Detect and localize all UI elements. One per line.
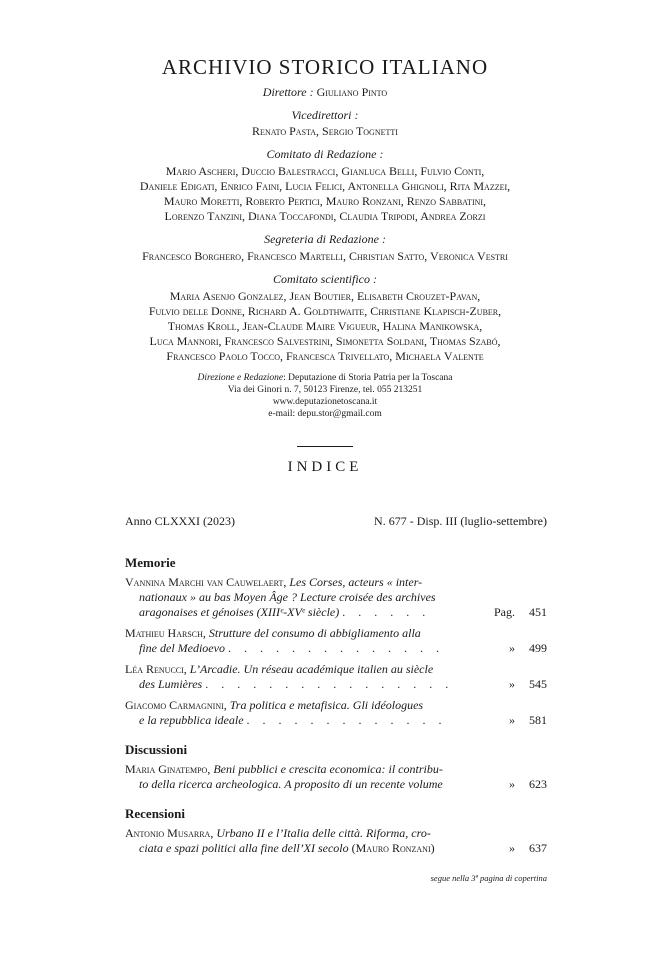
direttore-line: Direttore : Giuliano Pinto: [262, 85, 388, 99]
toc-entry: Giacomo Carmagnini, Tra politica e metafisica. Gli idéologues e la repubblica ideale . . . . . . . . . . . . . » 581: [125, 698, 547, 727]
entry-title-part: Tra politica e metafisica. Gli idéologues: [229, 698, 424, 712]
leader-dots: . . . . . . . . . . . . . .: [227, 641, 444, 655]
page-number: 623: [529, 777, 547, 791]
page-prefix: »: [509, 841, 515, 855]
section-title-memorie: Memorie: [125, 555, 176, 570]
issue-number: N. 677 - Disp. III (luglio-settembre): [374, 514, 547, 528]
entry-title-part: Urbano II e l’Italia delle città. Riforma, cro-: [216, 826, 431, 840]
comitato-scientifico-line: Thomas Kroll, Jean-Claude Maire Vigueur, Halina Manikowska,: [167, 319, 483, 333]
comitato-redazione-label-line: Comitato di Redazione :: [266, 147, 384, 161]
journal-title: ARCHIVIO STORICO ITALIANO: [161, 55, 489, 79]
entry-author: Léa Renucci: [125, 662, 184, 676]
comitato-redazione-line: Lorenzo Tanzini, Diana Toccafondi, Claudia Tripodi, Andrea Zorzi: [164, 209, 486, 223]
entry-title-part: e la repubblica ideale: [139, 713, 244, 727]
vicedirettori-label: Vicedirettori: [291, 108, 352, 122]
contact-email: e-mail: depu.stor@gmail.com: [268, 409, 382, 419]
page-prefix: »: [509, 677, 515, 691]
segreteria-label-line: Segreteria di Redazione :: [264, 232, 386, 246]
comitato-scientifico-label-line: Comitato scientifico :: [273, 272, 377, 286]
entry-title-part: L’Arcadie. Un réseau académique italien au siècle: [189, 662, 434, 676]
toc-entry: Maria Ginatempo, Beni pubblici e crescita economica: il contribu- to della ricerca archeologica. A proposito di un recente volume » 623: [125, 762, 547, 791]
entry-author: Vannina Marchi van Cauwelaert: [125, 575, 284, 589]
entry-author: Mathieu Harsch: [125, 626, 203, 640]
section-title-recensioni: Recensioni: [125, 806, 185, 821]
entry-title-part: Beni pubblici e crescita economica: il contribu-: [213, 762, 443, 776]
direttore-name: Giuliano Pinto: [316, 85, 388, 99]
divider-rule: [297, 446, 353, 447]
comitato-scientifico-line: Francesco Paolo Tocco, Francesca Trivellato, Michaela Valente: [166, 349, 484, 363]
leader-dots: . . . . . . . . . . . . . . . .: [205, 677, 454, 691]
entry-author: Antonio Musarra: [125, 826, 211, 840]
entry-page: [509, 677, 547, 692]
comitato-scientifico-line: Fulvio delle Donne, Richard A. Goldthwaite, Christiane Klapisch-Zuber,: [148, 304, 502, 318]
page-prefix: »: [509, 777, 515, 791]
entry-page: [509, 713, 547, 728]
page-number: 581: [529, 713, 547, 727]
contact-institution: Deputazione di Storia Patria per la Toscana: [288, 373, 453, 383]
page-prefix: »: [509, 641, 515, 655]
toc-entry: Léa Renucci, L’Arcadie. Un réseau académique italien au siècle des Lumières . . . . . . . . . . . . . . . . » 545: [125, 662, 547, 691]
comitato-redazione-names: [0, 164, 650, 224]
contact-address-line: Direzione e Redazione: Deputazione di Storia Patria per la Toscana: [197, 373, 453, 383]
page-prefix: Pag.: [494, 605, 515, 619]
entry-page: [509, 641, 547, 656]
entry-author: Maria Ginatempo: [125, 762, 208, 776]
page-number: 545: [529, 677, 547, 691]
table-of-contents: [125, 555, 547, 862]
entry-title-part: to della ricerca archeologica. A proposito di un recente volume: [139, 777, 443, 791]
leader-dots: . . . . . .: [342, 605, 431, 619]
entry-author: Giacomo Carmagnini: [125, 698, 224, 712]
entry-title-part: nationaux » au bas Moyen Âge ? Lecture croisée des archives: [139, 590, 436, 604]
entry-title-part: fine del Medioevo: [139, 641, 225, 655]
entry-reviewer: Mauro Ronzani: [355, 841, 431, 855]
entry-title-part: Strutture del consumo di abbigliamento alla: [208, 626, 421, 640]
toc-entry: Mathieu Harsch, Strutture del consumo di abbigliamento alla fine del Medioevo . . . . . . . . . . . . . . » 499: [125, 626, 547, 655]
page-number: 451: [529, 605, 547, 619]
leader-dots: . . . . . . . . . . . . .: [246, 713, 447, 727]
entry-title-part: Les Corses, acteurs « inter-: [289, 575, 423, 589]
entry-title-part: ciata e spazi politici alla fine dell’XI secolo: [139, 841, 349, 855]
entry-page: [509, 777, 547, 792]
page-number: 637: [529, 841, 547, 855]
page-number: 499: [529, 641, 547, 655]
direttore-label: Direttore: [262, 85, 307, 99]
contact-label: Direzione e Redazione: [197, 373, 284, 383]
entry-page: [494, 605, 547, 620]
comitato-scientifico-names: [0, 289, 650, 364]
vicedirettori-names: Renato Pasta, Sergio Tognetti: [252, 124, 398, 138]
page-prefix: »: [509, 713, 515, 727]
toc-entry: Vannina Marchi van Cauwelaert, Les Corses, acteurs « inter- nationaux » au bas Moyen Âge ? Lecture croisée des archives aragonaises et génoises (XIIIᵉ-XVᵉ siècle) . . . . . . Pag. 451: [125, 575, 547, 619]
entry-title-part: des Lumières: [139, 677, 203, 691]
masthead: [0, 55, 650, 447]
vicedirettori-label-line: Vicedirettori :: [291, 108, 359, 122]
contact-street: Via dei Ginori n. 7, 50123 Firenze, tel. 055 213251: [227, 385, 423, 395]
comitato-scientifico-line: Maria Asenjo Gonzalez, Jean Boutier, Elisabeth Crouzet-Pavan,: [169, 289, 481, 303]
segreteria-names: Francesco Borghero, Francesco Martelli, Christian Satto, Veronica Vestri: [142, 249, 508, 263]
section-title-discussioni: Discussioni: [125, 742, 188, 757]
continuation-note: segue nella 3ª pagina di copertina: [430, 873, 547, 883]
index-title: INDICE: [287, 459, 363, 475]
segreteria-label: Segreteria di Redazione: [264, 232, 379, 246]
contact-website: www.deputazionetoscana.it: [272, 397, 378, 407]
comitato-redazione-line: Mario Ascheri, Duccio Balestracci, Gianluca Belli, Fulvio Conti,: [165, 164, 485, 178]
comitato-redazione-line: Daniele Edigati, Enrico Faini, Lucia Felici, Antonella Ghignoli, Rita Mazzei,: [139, 179, 511, 193]
comitato-scientifico-label: Comitato scientifico: [273, 272, 370, 286]
toc-entry: Antonio Musarra, Urbano II e l’Italia delle città. Riforma, cro- ciata e spazi politici alla fine dell’XI secolo (Mauro Ronzani) » 637: [125, 826, 547, 855]
issue-year: Anno CLXXXI (2023): [125, 514, 235, 528]
comitato-redazione-line: Mauro Moretti, Roberto Pertici, Mauro Ronzani, Renzo Sabbatini,: [163, 194, 487, 208]
comitato-redazione-label: Comitato di Redazione: [266, 147, 377, 161]
contact-block: [0, 372, 650, 420]
entry-page: [509, 841, 547, 856]
comitato-scientifico-line: Luca Mannori, Francesco Salvestrini, Simonetta Soldani, Thomas Szabó,: [149, 334, 501, 348]
entry-title-part: aragonaises et génoises (XIIIᵉ-XVᵉ siècle): [139, 605, 340, 619]
